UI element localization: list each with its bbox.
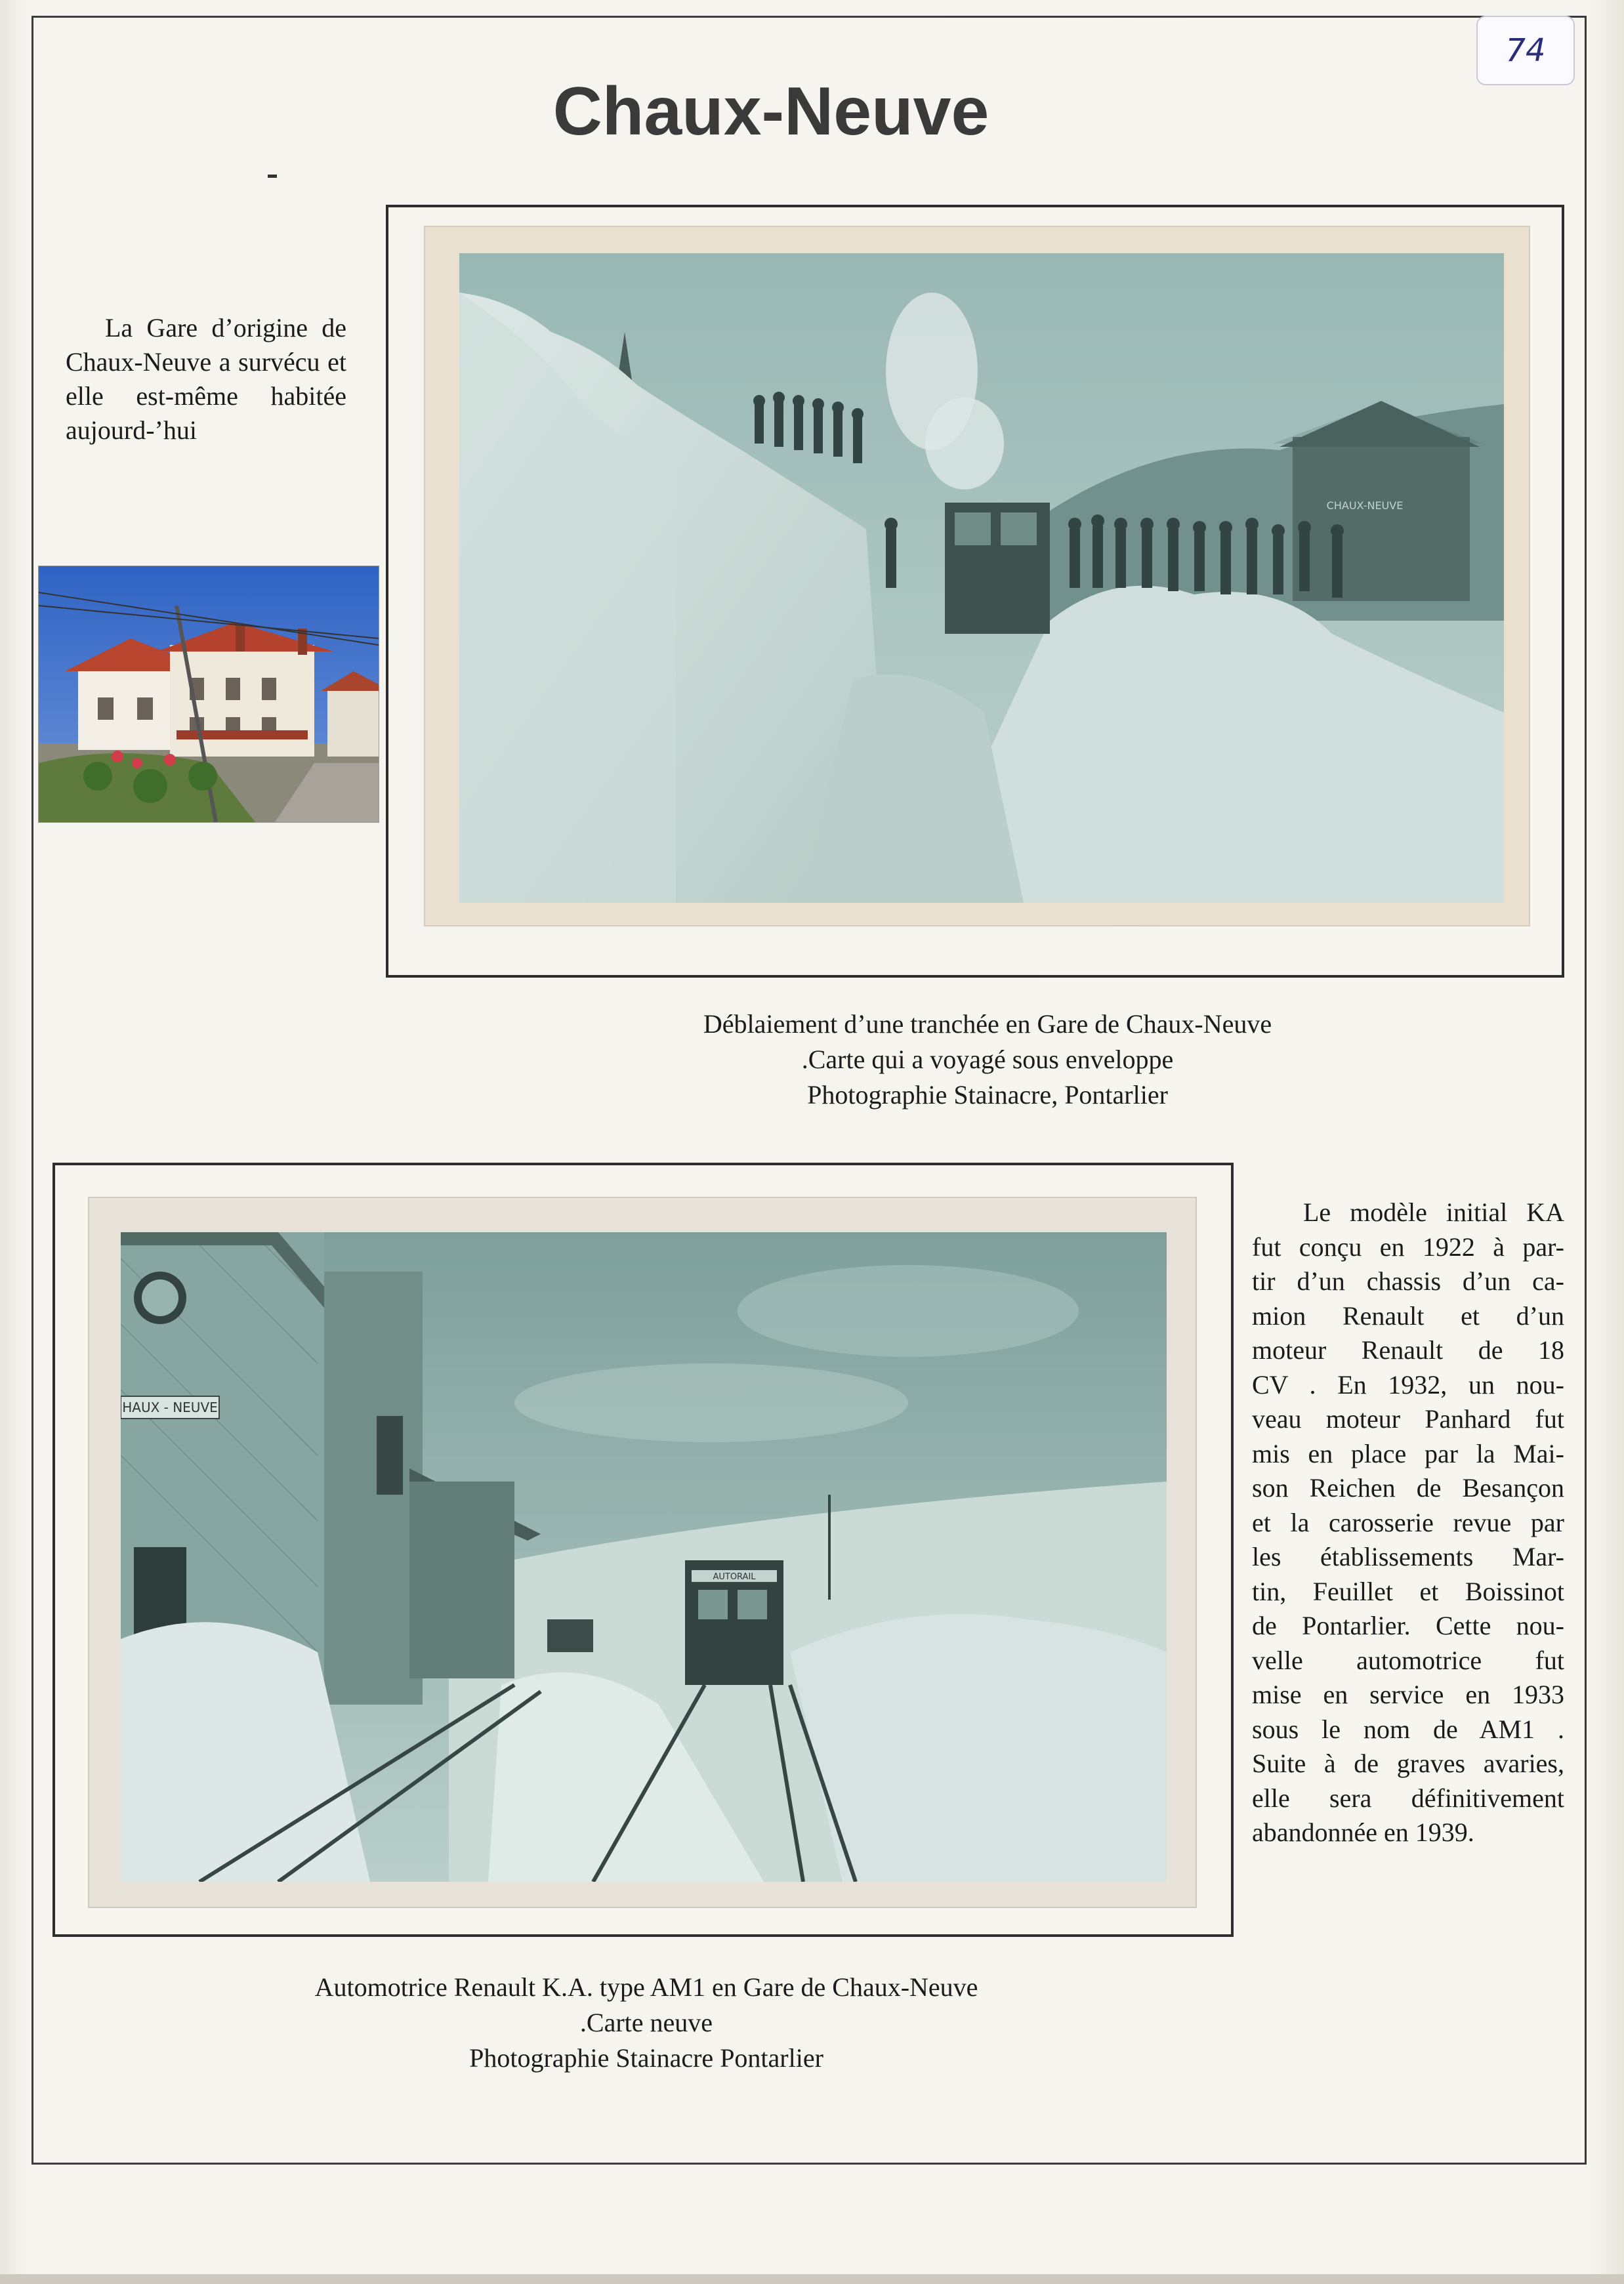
note-line: CV . En 1932, un nou- <box>1252 1369 1564 1400</box>
railcar-roof-sign: AUTORAIL <box>713 1572 756 1582</box>
note-line: son Reichen de Besançon <box>1252 1473 1564 1503</box>
railcar-history-note <box>1252 1195 1564 1850</box>
note-line: de Pontarlier. Cette nou- <box>1252 1611 1564 1640</box>
dash-mark <box>268 175 277 178</box>
note-line: les établissements Mar- <box>1252 1542 1564 1571</box>
station-note-text: La Gare d’origine de Chaux-Neuve a survécu et elle est-même habitée aujourd-’hui <box>66 313 346 445</box>
page-title: Chaux-Neuve <box>552 73 989 150</box>
caption-bottom-line3: Photographie Stainacre Pontarlier <box>469 2043 823 2073</box>
note-line: fut conçu en 1922 à par- <box>1252 1232 1564 1262</box>
caption-top-line2: .Carte qui a voyagé sous enveloppe <box>801 1045 1174 1074</box>
postcard-snow-clearing <box>425 227 1529 925</box>
page-number-label: 74 <box>1476 16 1575 85</box>
note-line: sous le nom de AM1 . <box>1252 1714 1564 1744</box>
note-line: Suite à de graves avaries, <box>1252 1749 1564 1778</box>
snow-clearing-illustration <box>459 253 1504 903</box>
note-line: moteur Renault de 18 <box>1252 1335 1564 1365</box>
postcard-railcar <box>89 1198 1196 1907</box>
note-line: mion Renault et d’un <box>1252 1300 1564 1331</box>
station-sign-text: CHAUX-NEUVE <box>1326 499 1404 512</box>
postcard-bottom-caption <box>197 1970 1096 2076</box>
caption-top-line1: Déblaiement d’une tranchée en Gare de Chaux-Neuve <box>703 1009 1272 1039</box>
railcar-photo <box>121 1232 1167 1882</box>
modern-station-illustration <box>39 566 379 822</box>
note-line: mise en service en 1933 <box>1252 1680 1564 1709</box>
note-line: tir d’un chassis d’un ca- <box>1252 1266 1564 1296</box>
note-line: Le modèle initial KA <box>1303 1197 1564 1227</box>
note-line: mis en place par la Mai- <box>1252 1438 1564 1468</box>
caption-top-line3: Photographie Stainacre, Pontarlier <box>807 1080 1168 1110</box>
caption-bottom-line1: Automotrice Renault K.A. type AM1 en Gare de Chaux-Neuve <box>314 1972 978 2002</box>
modern-station-photo <box>38 566 379 823</box>
postcard-top-caption <box>591 1007 1385 1113</box>
note-line: veau moteur Panhard fut <box>1252 1404 1564 1434</box>
snow-clearing-photo <box>459 253 1504 903</box>
note-line: tin, Feuillet et Boissinot <box>1252 1576 1564 1606</box>
note-line: velle automotrice fut <box>1252 1645 1564 1675</box>
note-line: abandonnée en 1939. <box>1252 1817 1474 1847</box>
station-note <box>66 311 346 447</box>
note-line: et la carosserie revue par <box>1252 1507 1564 1537</box>
station-name-sign: HAUX - NEUVE <box>122 1400 218 1415</box>
railcar-illustration <box>121 1232 1167 1882</box>
scan-edge-strip <box>0 2274 1624 2284</box>
caption-bottom-line2: .Carte neuve <box>579 2008 713 2037</box>
note-line: elle sera définitivement <box>1252 1783 1564 1813</box>
